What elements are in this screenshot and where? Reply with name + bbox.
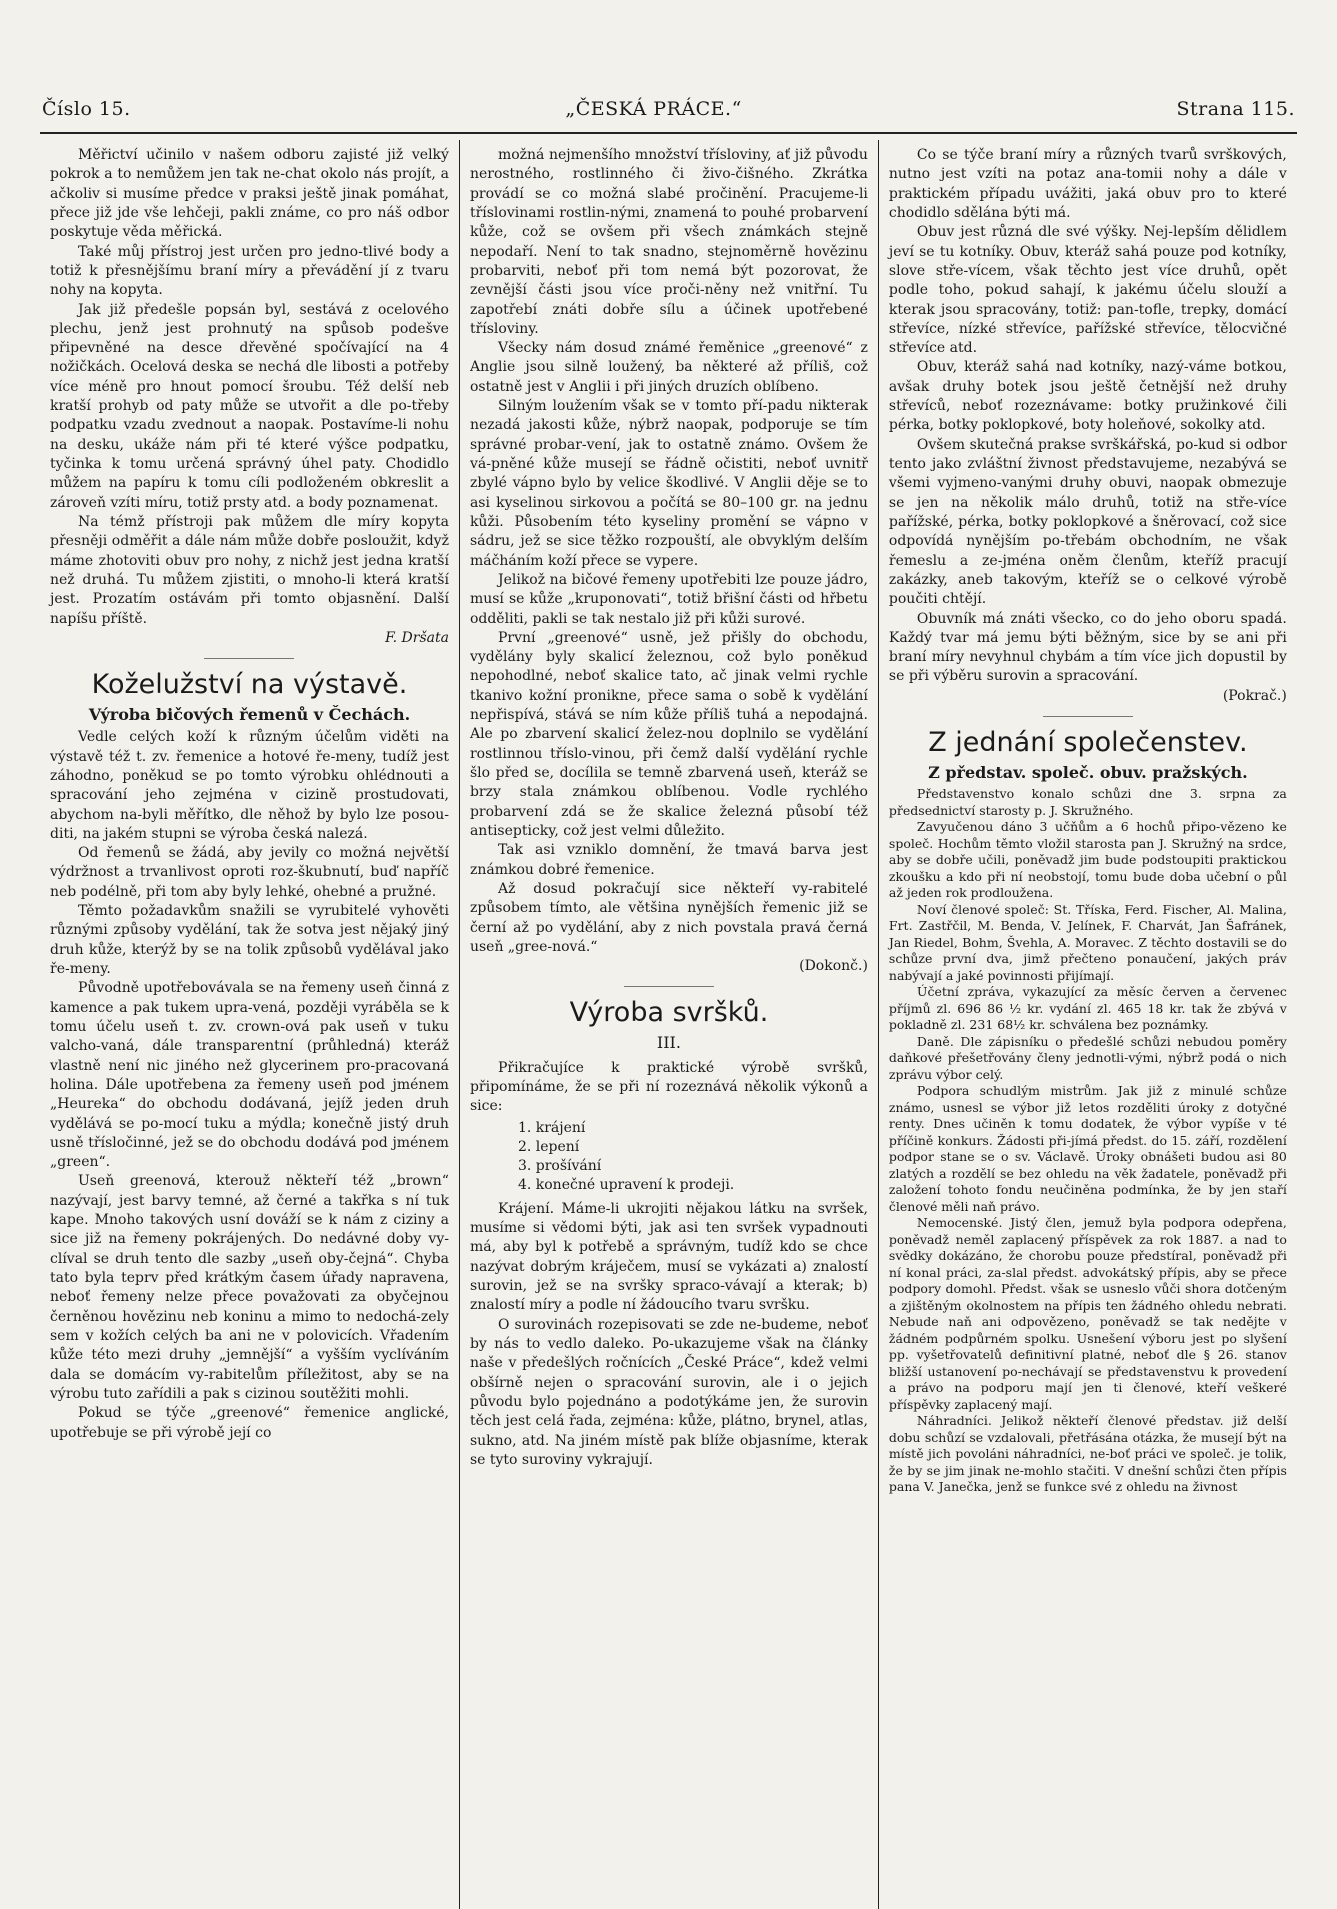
paragraph: Těmto požadavkům snažili se vyrubitelé vyhověti různými způsoby vydělání, tak že sotva jest nějaký jiný druh kůže, kterýž by se na tolik způsobů vydělával jako ře-meny.	[50, 903, 449, 977]
paragraph: Jak již předešle popsán byl, sestává z ocelového plechu, jenž jest prohnutý na spůsob podešve připevněné na desce dřevěné spočívající na 4 nožičkách. Ocelová deska se nechá dle libosti a potřeby více méně pro hnout pomocí šroubu. Též delší neb kratší prohyb od paty může se utvořit a dle po-třeby podpatku vzadu zvednout a naopak. Postavíme-li nohu na desku, ukáže nám při té které výšce podpatku, tyčinka k tomu určená správný úhel paty. Chodidlo můžem na papíru k tomu cíli podloženém obkreslit a zároveň vzíti míru, totiž prsty atd. a body poznamenat.	[50, 301, 449, 511]
report-paragraph: Představenstvo konalo schůzi dne 3. srpna za předsednictví starosty p. J. Skružného.	[888, 786, 1287, 818]
report-paragraph: Zavyučenou dáno 3 učňům a 6 hochů připo-vězeno ke společ. Hochům těmto vložil starosta pan J. Skružný na srdce, aby se dobře učili, poněvadž jim bude podstoupiti praktickou zkoušku a kdo při ní neobstojí, tomu bude doba učební o půl až jeden rok prodloužena.	[888, 819, 1287, 901]
header-rule	[40, 132, 1297, 134]
report-paragraph: Podpora schudlým mistrům. Jak již z minulé schůze známo, usnesl se výbor již letos rozděliti úroky z dotyčné renty. Dnes učiněn k tomu dodatek, že výbor vypíše v té příčině konkurs. Žádosti při-jímá předst. do 15. září, rozdělení podpor stane se o sv. Václavě. Úroky obnášeti budou asi 80 zlatých a rozdělí se bez ohledu na věk žadatele, poněvadž při založení tohoto fondu neučiněna podmínka, že by jen staří členové měli naň právo.	[888, 1083, 1287, 1214]
paragraph: O surovinách rozepisovati se zde ne-budeme, neboť by nás to vedlo daleko. Po-ukazujeme však na články naše v předešlých ročnících „České Práce“, kdež velmi obšírně nejen o spracování surovin, ale i o jejich původu bylo pojednáno a podotýkáme jen, že surovin těch jest celá řada, zejména: kůže, plátno, brynel, atlas, sukno, atd. Na jiném místě pak blíže objasníme, kterak se tyto suroviny vykrajují.	[469, 1316, 868, 1468]
paragraph: Tak asi vzniklo domnění, že tmavá barva jest známkou dobré řemenice.	[469, 842, 868, 878]
column-2	[459, 140, 878, 1909]
continuation-note: (Pokrač.)	[1222, 687, 1287, 704]
paragraph: Přikračujíce k praktické výrobě svršků, připomínáme, že se při ní rozeznává několik výkonů a sice:	[469, 1059, 868, 1115]
page-header	[42, 96, 1295, 122]
paragraph: Původně upotřebovávala se na řemeny useň činná z kamence a pak tukem upra-vená, později vyráběla se k tomu účelu useň t. zv. crown-ová pak useň v tuku valcho-vaná, dále transparentní (průhledná) kteráž vlastně není nic jiného než glycerinem pro-pracovaná holina. Dále upotřebena za řemeny useň pod jménem „Heureka“ do obchodu dodávaná, jejíž jeden druh vydělává se po-mocí tuku a mýdla; konečně jistý druh usně třísločinné, jež se do obchodu dodává pod jménem „green“.	[50, 980, 449, 1171]
page-number: Strana 115.	[1176, 98, 1295, 120]
paragraph: Krájení. Máme-li ukrojiti nějakou látku na svršek, musíme si vědomi býti, jak asi ten svršek vypadnouti má, aby byl k potřebě a správným, tudíž kdo se chce nazývat dobrým kráječem, musí se vykázati a) znalostí surovin, jež se na svršky spraco-vávají a kterak; b) znalostí míry a podle ní žádoucího tvaru svršku.	[469, 1200, 868, 1314]
report-paragraph: Účetní zpráva, vykazující za měsíc červen a červenec příjmů zl. 696 86 ½ kr. vydání zl. 465 18 kr. tak že zbývá v pokladně zl. 231 68½ kr. schválena bez poznámky.	[888, 984, 1287, 1033]
list-item: 3. prošívání	[517, 1158, 602, 1175]
divider	[624, 986, 714, 987]
paragraph: Ovšem skutečná prakse svrškářská, po-kud si odbor tento jako zvláštní živnost představujeme, nezabývá se všemi vyjmeno-vanými druhy obuvi, naopak obmezuje se jen na několik málo druhů, totiž na stře-více pařížské, pérka, botky poklopkové a šněrovací, což sice odpovídá nynějším po-třebám obchodním, ne však řemeslu a ze-jména oněm členům, kteříž pracují zakázky, aneb takovým, kteříž se o celkové výrobě poučiti chtějí.	[888, 436, 1287, 608]
step-list	[518, 1119, 868, 1196]
paragraph: Také můj přístroj jest určen pro jedno-tlivé body a totiž k přesnějšímu braní míry a převádění jí z tvaru nohy na kopyta.	[50, 243, 449, 299]
report-paragraph: Noví členové společ: St. Tříska, Ferd. Fischer, Al. Malina, Frt. Zastřčil, M. Benda, V. Jelínek, F. Charvát, Jan Šafránek, Jan Riedel, Bohm, Švehla, A. Moravec. Z těchto dostavili se do schůze první dva, jimž přečteno ponaučení, jakých práv nabývají a jaké povinnosti přijímají.	[888, 901, 1287, 983]
report-paragraph: Nemocenské. Jistý člen, jemuž byla podpora odepřena, poněvadž neměl zaplacený příspěvek za rok 1887. a nad to svědky dokázáno, že chorobu pouze předstíral, poněvadž při ní konal práci, za-slal předst. advokátský přípis, aby se přece podpory domohl. Předst. však se usneslo vůči shora dotčeným a zjištěným okolnostem na přípis ten žádného ohledu nebrati. Nebude naň ani odpovězeno, poněvadž se tak nedějte v žádném podpůrném spolku. Usnešení výboru jest po slyšení pp. vyšetřovatelů definitivní platné, neboť dle § 26. stanov bližší ustanovení po-nechávají se představenstvu k provedení a právo na podporu mají jen ti členové, kteří veškeré příspěvky zaplacený mají.	[888, 1215, 1287, 1412]
paragraph: První „greenové“ usně, jež přišly do obchodu, vydělány byly skalicí železnou, což bylo poněkud nepohodlné, neboť skalice tato, ač jinak velmi rychle tkanivo kožní pronikne, přece sama o sobě k vydělání nepřispívá, stává se ním kůže příliš tuhá a nepodajná. Ale po zbarvení skalicí želez-nou doplnilo se vydělání rostlinnou tříslo-vinou, při čemž další vydělání rychle šlo před se, docílila se temně zbarvená useň, kteráž se brzy stala známkou oblíbenou. Vodle rychlého probarvení zdá se že skalice železná působí též antisepticky, což jest velmi důležito.	[469, 629, 868, 839]
divider	[204, 658, 294, 659]
paragraph: Až dosud pokračují sice někteří vy-rabitelé způsobem tímto, ale většina nynějších řemenic již se černí až po vydělání, aby z nich povstala pravá černá useň „gree-nová.“	[469, 880, 868, 955]
paragraph: Obuv, kteráž sahá nad kotníky, nazý-váme botkou, avšak druhy botek jsou ještě četnější než druhy střevíců, neboť rozeznávame: botky pružinkové čili pérka, botky poklopkové, boty holeňové, sokolky atd.	[888, 359, 1287, 434]
paragraph: Jelikož na bičové řemeny upotřebiti lze pouze jádro, musí se kůže „kruponovati“, totiž břišní části od hřbetu odděliti, pakli se tak nestalo již při kůži surové.	[469, 571, 868, 627]
report-paragraph: Daně. Dle zápisníku o předešlé schůzi nebudou poměry daňkové přešetřovány členy jednotli-vými, nýbrž podá o nich zprávu výbor celý.	[888, 1033, 1287, 1082]
list-item: 2. lepení	[517, 1138, 580, 1155]
divider	[1043, 716, 1133, 717]
article-subtitle: Výroba bičových řemenů v Čechách.	[88, 705, 411, 725]
continuation-note: (Dokonč.)	[799, 958, 868, 975]
masthead-title: „ČESKÁ PRÁCE.“	[565, 98, 742, 120]
column-1	[40, 140, 459, 1909]
list-item: 1. krájení	[517, 1119, 586, 1136]
paragraph: Obuv jest různá dle své výšky. Nej-lepším dělidlem jeví se tu kotníky. Obuv, kteráž sahá pouze pod kotníky, slove stře-vícem, však těchto jest více druhů, opět podle toho, pokud sahají, k jakému účelu slouží a kterak jsou spracovány, totiž: pan-tofle, trepky, domácí střevíce, nízké střevíce, pařížské střevíce, tělocvičné střevíce atd.	[888, 224, 1287, 357]
paragraph: Vedle celých koží k různým účelům viděti na výstavě též t. zv. řemenice a hotové ře-meny, tudíž jest záhodno, poněkud se po tomto výrobku ohlédnouti a spracování jeho zejména v cizině prostudovati, abychom na-byli měřítko, dle něhož by bylo lze posou-diti, na jakém stupni se výroba česká nalezá.	[50, 729, 449, 842]
paragraph: Pokud se týče „greenové“ řemenice anglické, upotřebuje se při výrobě její co	[50, 1405, 449, 1441]
author-signature: F. Dršata	[385, 629, 449, 646]
paragraph: možná nejmenšího množství třísloviny, ať již původu nerostného, rostlinného či živo-čišného. Zkrátka provádí se co možná slabé pročinění. Pracujeme-li tříslovinami rostlin-nými, znamená to pouhé probarvení kůže, což se ovšem při všech známkách stejně nepodaří. Není to tak snadno, stejnoměrně hovězinu probarviti, neboť při tom nemá být pozorovat, že zevnější části jsou více proči-něny než vnitřní. Tu zapotřebí znáti dobře sílu a účinek upotřebené třísloviny.	[469, 147, 868, 337]
issue-number: Číslo 15.	[42, 98, 131, 120]
paragraph: Od řemenů se žádá, aby jevily co možná největší výdržnost a trvanlivost oproti roz-škubnutí, buď napříč neb podélně, při tom aby byly lehké, ohebné a pružné.	[50, 845, 449, 900]
article-title: Koželužství na výstavě.	[91, 669, 408, 701]
report-paragraph: Náhradníci. Jelikož někteří členové představ. již delší dobu schůzí se vzdalovali, přetřásána otázka, že musejí být na místě jich povoláni náhradníci, ne-boť práci ve společ. je tolik, že by se jim jinak ne-mohlo stačiti. V dnešní schůzi čten přípis pana V. Janečka, jenž se funkce své z ohledu na živnost	[888, 1413, 1287, 1495]
article-title: Z jednání společenstev.	[928, 727, 1248, 759]
column-3	[878, 140, 1297, 1909]
article-title: Výroba svršků.	[569, 997, 769, 1029]
paragraph: Silným loužením však se v tomto pří-padu nikterak nezadá jakosti kůže, nýbrž naopak, podporuje se tím správné probar-vení, jak to ostatně známo. Ovšem že vá-pněné kůže musejí se řádně očistiti, neboť uvnitř zbylé vápno bylo by velice škodlivé. V Anglii děje se to asi kyselinou sirkovou a počítá se 80–100 gr. na jednu kůži. Působením této kyseliny promění se vápno v sádru, jež se sice těžko rozpouští, ale obvyklým delším máčháním koží přece se vypere.	[469, 398, 868, 569]
paragraph: Obuvník má znáti všecko, co do jeho oboru spadá. Každý tvar má jemu býti běžným, sice by se ani při braní míry nevyhnul chybám a tím více jich dopustil by se při výběru surovin a spracování.	[888, 610, 1287, 685]
article-subtitle: Z představ. společ. obuv. pražských.	[928, 763, 1248, 783]
paragraph: Useň greenová, kterouž někteří též „brown“ nazývají, jest barvy temné, až černé a takřka s ní tuk kape. Mnoho takových usní dováží se k nám z ciziny a sice již na řemeny pokrájených. Do nedávné doby vy-clíval se druh tento dle sazby „useň oby-čejná“. Chyba tato byla teprv před krátkým časem úřady napravena, neboť řemeny nelze přece považovati za obyčejnou černěnou hovězinu neb koninu a mimo to nedochá-zely sem v kožích celých ba ani ne v polovicích. Vřadením kůže této mezi druhy „jemnější“ a vyšším vyclíváním dala se domácím vy-rabitelům příležitost, aby se na výrobu tuto zařídili a pak s cizinou soutěžiti mohli.	[50, 1173, 449, 1402]
article-part-number: III.	[656, 1033, 681, 1053]
paragraph: Všecky nám dosud známé řeměnice „greenové“ z Anglie jsou silně loužený, ba některé až příliš, což ostatně jest v Anglii i při jiných druzích oblíbeno.	[469, 340, 868, 395]
list-item: 4. konečné upravení k prodeji.	[517, 1177, 735, 1194]
paragraph: Na témž přístroji pak můžem dle míry kopyta přesněji odměřit a dále nám může dobře posloužit, když máme zhotoviti obuv pro nohy, z nichž jest jedna kratší než druhá. Tu můžem zjistiti, o mnoho-li která kratší jest. Prozatím ostávám při tomto objasnění. Další napíšu příště.	[50, 513, 449, 627]
columns	[40, 140, 1297, 1909]
paragraph: Co se týče braní míry a různých tvarů svrškových, nutno jest vzíti na potaz ana-tomii nohy a dále v praktickém případu uvážiti, jaká obuv pro to které chodidlo sdělána býti má.	[888, 147, 1287, 221]
paragraph: Měřictví učinilo v našem odboru zajisté již velký pokrok a to nemůžem jen tak ne-chat okolo nás projít, a ačkoliv si musíme předce v praksi ještě jinak pomáhat, přece již jde vše lehčeji, pakli známe, co pro náš odbor poskytuje věda měřická.	[50, 147, 449, 241]
